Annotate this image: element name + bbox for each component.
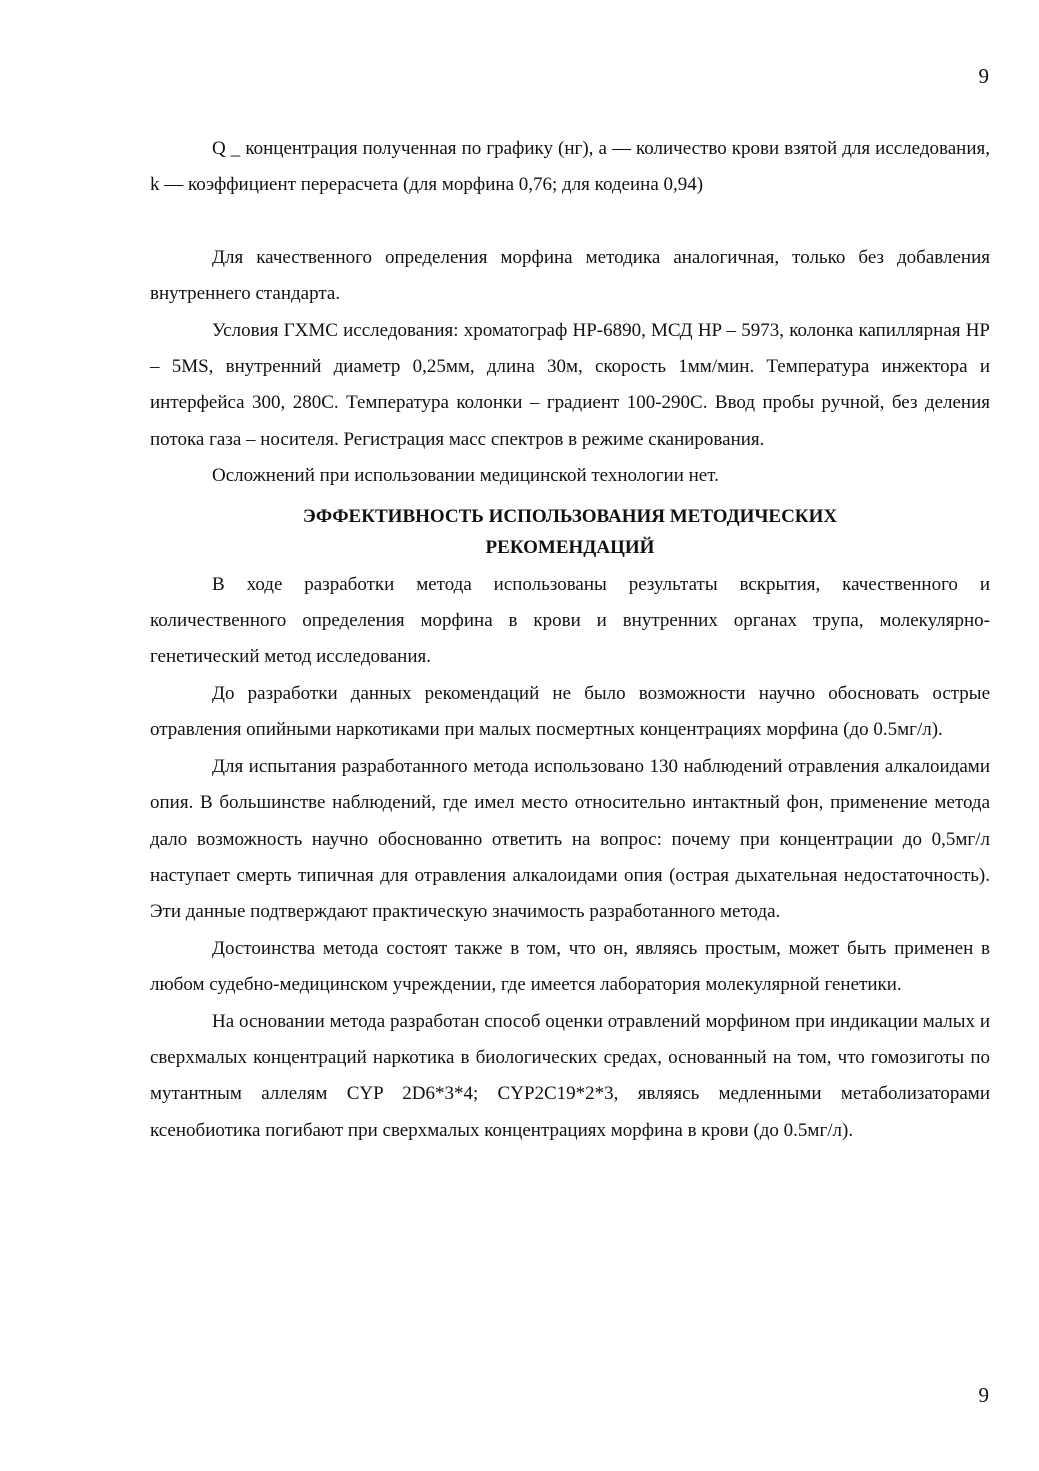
- paragraph: До разработки данных рекомендаций не было возможности научно обосновать острые отравления опийными наркотиками при малых посмертных концентрациях морфина (до 0.5мг/л).: [150, 682, 990, 741]
- paragraph: Осложнений при использовании медицинской технологии нет.: [212, 465, 719, 487]
- paragraph: Для испытания разработанного метода использовано 130 наблюдений отравления алкалоидами опия. В большинстве наблюдений, где имел место относительно интактный фон, применение метода дало возможность научно обоснованно ответить на вопрос: почему при концентрации до 0,5мг/л наступает смерть типичная для отравления алкалоидами опия (острая дыхательная недостаточность). Эти данные подтверждают практическую значимость разработанного метода.: [150, 755, 990, 923]
- blank-line: [150, 204, 990, 240]
- section-heading-line-2: РЕКОМЕНДАЦИЙ: [485, 536, 655, 558]
- paragraph: В ходе разработки метода использованы результаты вскрытия, качественного и количественного определения морфина в крови и внутренних органах трупа, молекулярно-генетический метод исследования.: [150, 573, 990, 668]
- page-number-top: 9: [978, 64, 989, 88]
- section-heading: [150, 501, 990, 563]
- paragraph: Q _ концентрация полученная по графику (нг), a — количество крови взятой для исследования, k — коэффициент перерасчета (для морфина 0,76; для кодеина 0,94): [150, 138, 990, 196]
- paragraph: Для качественного определения морфина методика аналогичная, только без добавления внутреннего стандарта.: [150, 246, 990, 305]
- page-body: [150, 131, 990, 1149]
- section-heading-line-1: ЭФФЕКТИВНОСТЬ ИСПОЛЬЗОВАНИЯ МЕТОДИЧЕСКИХ: [302, 505, 838, 527]
- paragraph: Достоинства метода состоят также в том, что он, являясь простым, может быть применен в любом судебно-медицинском учреждении, где имеется лаборатория молекулярной генетики.: [150, 937, 990, 996]
- paragraph: На основании метода разработан способ оценки отравлений морфином при индикации малых и сверхмалых концентраций наркотика в биологических средах, основанный на том, что гомозиготы по мутантным аллелям CYP 2D6*3*4; CYP2C19*2*3, являясь медленными метаболизаторами ксенобиотика погибают при сверхмалых концентрациях морфина в крови (до 0.5мг/л).: [150, 1010, 990, 1141]
- page-number-bottom: 9: [978, 1383, 989, 1407]
- paragraph: Условия ГХМС исследования: хроматограф HP-6890, МСД HP – 5973, колонка капиллярная HP – 5MS, внутренний диаметр 0,25мм, длина 30м, скорость 1мм/мин. Температура инжектора и интерфейса 300, 280С. Температура колонки – градиент 100-290С. Ввод пробы ручной, без деления потока газа – носителя. Регистрация масс спектров в режиме сканирования.: [150, 319, 990, 450]
